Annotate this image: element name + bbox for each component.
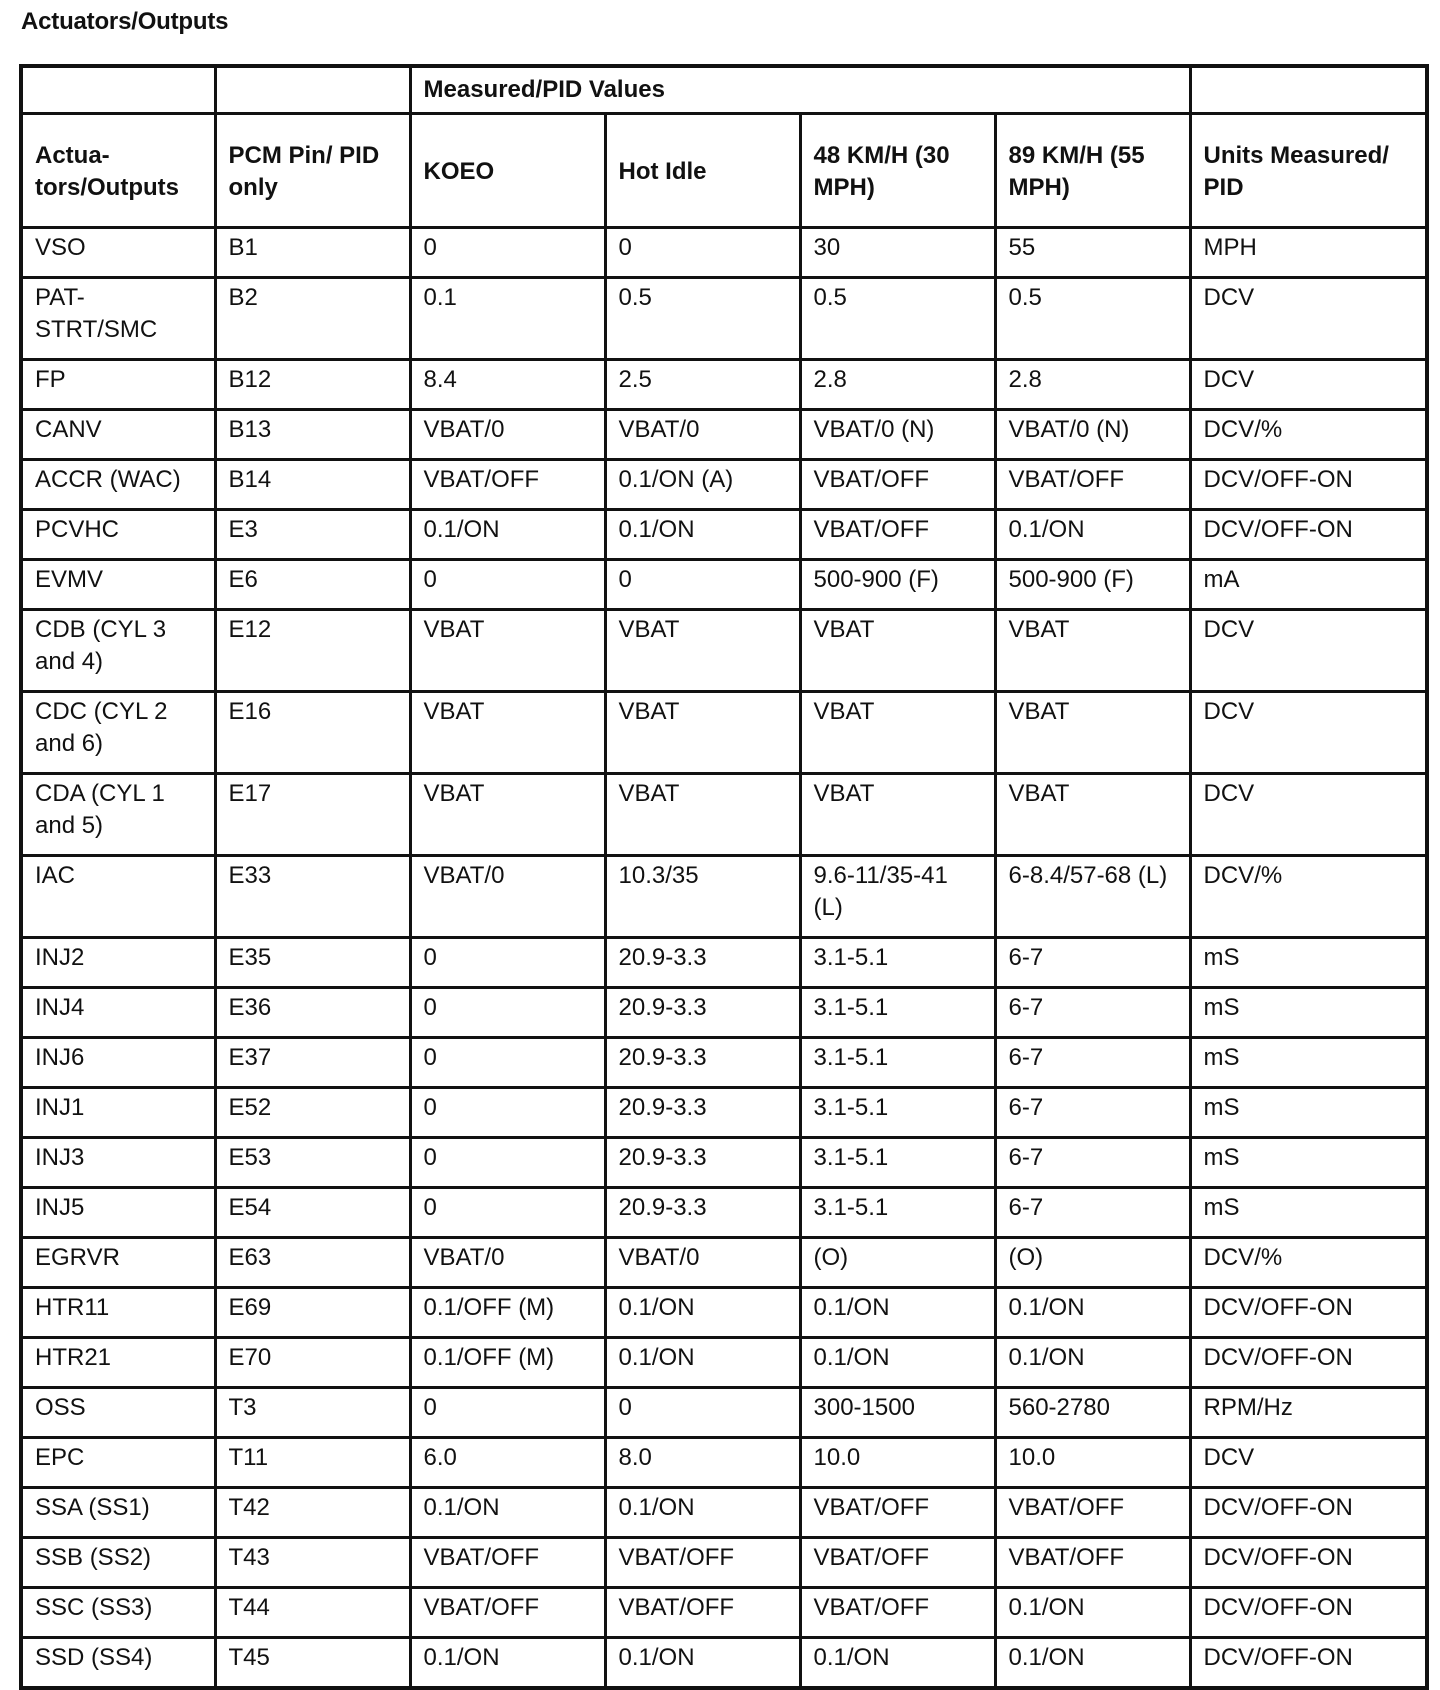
blank-header-cell: [21, 66, 215, 114]
cell-actuator: PAT-STRT/SMC: [21, 278, 215, 360]
cell-koeo: 0: [410, 228, 605, 278]
cell-koeo: 0.1/ON: [410, 1488, 605, 1538]
cell-speed-89kmh: 0.1/ON: [995, 1588, 1190, 1638]
table-body: [21, 228, 1427, 1689]
cell-speed-48kmh: 0.1/ON: [800, 1338, 995, 1388]
cell-units: DCV/OFF-ON: [1190, 1538, 1427, 1588]
cell-units: mS: [1190, 1038, 1427, 1088]
cell-hot-idle: 0.1/ON: [605, 1338, 800, 1388]
cell-actuator: CDA (CYL 1 and 5): [21, 774, 215, 856]
cell-actuator: EGRVR: [21, 1238, 215, 1288]
cell-speed-89kmh: 10.0: [995, 1438, 1190, 1488]
cell-speed-48kmh: VBAT/OFF: [800, 1588, 995, 1638]
cell-units: DCV/%: [1190, 410, 1427, 460]
cell-pcm-pin: E37: [215, 1038, 410, 1088]
cell-koeo: 0.1/ON: [410, 510, 605, 560]
cell-koeo: 6.0: [410, 1438, 605, 1488]
cell-speed-48kmh: 10.0: [800, 1438, 995, 1488]
cell-actuator: SSA (SS1): [21, 1488, 215, 1538]
cell-speed-89kmh: 6-7: [995, 1088, 1190, 1138]
cell-units: DCV: [1190, 360, 1427, 410]
cell-pcm-pin: E70: [215, 1338, 410, 1388]
cell-pcm-pin: T43: [215, 1538, 410, 1588]
cell-hot-idle: 0: [605, 560, 800, 610]
table-row: [21, 1488, 1427, 1538]
cell-speed-48kmh: VBAT: [800, 610, 995, 692]
cell-hot-idle: 0: [605, 1388, 800, 1438]
cell-actuator: CDB (CYL 3 and 4): [21, 610, 215, 692]
cell-actuator: SSD (SS4): [21, 1638, 215, 1689]
cell-speed-48kmh: 0.1/ON: [800, 1638, 995, 1689]
column-header-row: [21, 114, 1427, 228]
cell-pcm-pin: E52: [215, 1088, 410, 1138]
table-row: [21, 856, 1427, 938]
table-row: [21, 410, 1427, 460]
cell-actuator: HTR11: [21, 1288, 215, 1338]
cell-units: mS: [1190, 988, 1427, 1038]
cell-speed-89kmh: VBAT: [995, 774, 1190, 856]
cell-speed-89kmh: 0.1/ON: [995, 1288, 1190, 1338]
cell-pcm-pin: E69: [215, 1288, 410, 1338]
cell-pcm-pin: B1: [215, 228, 410, 278]
cell-koeo: VBAT: [410, 692, 605, 774]
cell-hot-idle: VBAT: [605, 774, 800, 856]
cell-speed-48kmh: VBAT: [800, 692, 995, 774]
cell-actuator: ACCR (WAC): [21, 460, 215, 510]
cell-koeo: 0: [410, 1088, 605, 1138]
cell-actuator: INJ1: [21, 1088, 215, 1138]
cell-actuator: SSB (SS2): [21, 1538, 215, 1588]
cell-speed-48kmh: 3.1-5.1: [800, 1138, 995, 1188]
cell-units: DCV/OFF-ON: [1190, 1488, 1427, 1538]
cell-units: DCV/%: [1190, 1238, 1427, 1288]
cell-speed-89kmh: 500-900 (F): [995, 560, 1190, 610]
cell-units: DCV/OFF-ON: [1190, 1638, 1427, 1689]
cell-actuator: INJ6: [21, 1038, 215, 1088]
cell-koeo: 0: [410, 938, 605, 988]
cell-speed-89kmh: VBAT: [995, 692, 1190, 774]
cell-units: mA: [1190, 560, 1427, 610]
table-row: [21, 1038, 1427, 1088]
cell-pcm-pin: B12: [215, 360, 410, 410]
actuators-outputs-table: [19, 64, 1429, 1690]
cell-pcm-pin: E3: [215, 510, 410, 560]
cell-pcm-pin: T42: [215, 1488, 410, 1538]
cell-speed-48kmh: 300-1500: [800, 1388, 995, 1438]
group-header-row: [21, 66, 1427, 114]
table-row: [21, 228, 1427, 278]
cell-koeo: 0.1/OFF (M): [410, 1288, 605, 1338]
column-header-actuators: Actua-tors/Outputs: [21, 114, 215, 228]
cell-speed-48kmh: 3.1-5.1: [800, 938, 995, 988]
cell-speed-89kmh: 6-7: [995, 1188, 1190, 1238]
table-row: [21, 510, 1427, 560]
table-row: [21, 610, 1427, 692]
cell-speed-89kmh: 0.1/ON: [995, 1338, 1190, 1388]
cell-speed-48kmh: 30: [800, 228, 995, 278]
cell-hot-idle: 0.1/ON (A): [605, 460, 800, 510]
measured-pid-values-header: Measured/PID Values: [410, 66, 1190, 114]
cell-pcm-pin: E54: [215, 1188, 410, 1238]
cell-speed-89kmh: 560-2780: [995, 1388, 1190, 1438]
cell-speed-89kmh: VBAT/0 (N): [995, 410, 1190, 460]
cell-speed-48kmh: 500-900 (F): [800, 560, 995, 610]
cell-units: DCV: [1190, 278, 1427, 360]
cell-koeo: 0: [410, 988, 605, 1038]
table-row: [21, 692, 1427, 774]
cell-speed-89kmh: 6-7: [995, 1138, 1190, 1188]
cell-hot-idle: 20.9-3.3: [605, 1188, 800, 1238]
cell-pcm-pin: E63: [215, 1238, 410, 1288]
cell-speed-89kmh: VBAT/OFF: [995, 460, 1190, 510]
cell-speed-89kmh: VBAT: [995, 610, 1190, 692]
cell-actuator: CDC (CYL 2 and 6): [21, 692, 215, 774]
column-header-89kmh: 89 KM/H (55 MPH): [995, 114, 1190, 228]
cell-units: mS: [1190, 1188, 1427, 1238]
cell-hot-idle: VBAT: [605, 692, 800, 774]
cell-koeo: 0.1/ON: [410, 1638, 605, 1689]
cell-hot-idle: 20.9-3.3: [605, 938, 800, 988]
cell-hot-idle: 0.1/ON: [605, 1288, 800, 1338]
cell-pcm-pin: E12: [215, 610, 410, 692]
cell-actuator: FP: [21, 360, 215, 410]
cell-speed-48kmh: 2.8: [800, 360, 995, 410]
cell-pcm-pin: E33: [215, 856, 410, 938]
cell-speed-48kmh: VBAT/0 (N): [800, 410, 995, 460]
cell-actuator: INJ3: [21, 1138, 215, 1188]
cell-units: DCV: [1190, 610, 1427, 692]
table-row: [21, 774, 1427, 856]
column-header-48kmh: 48 KM/H (30 MPH): [800, 114, 995, 228]
cell-speed-48kmh: 3.1-5.1: [800, 1188, 995, 1238]
cell-koeo: 0: [410, 1038, 605, 1088]
cell-actuator: HTR21: [21, 1338, 215, 1388]
table-row: [21, 938, 1427, 988]
cell-units: DCV/OFF-ON: [1190, 1288, 1427, 1338]
cell-speed-89kmh: 6-7: [995, 1038, 1190, 1088]
table-row: [21, 1538, 1427, 1588]
cell-units: MPH: [1190, 228, 1427, 278]
cell-speed-48kmh: 9.6-11/35-41 (L): [800, 856, 995, 938]
cell-actuator: OSS: [21, 1388, 215, 1438]
cell-koeo: VBAT/0: [410, 410, 605, 460]
cell-speed-48kmh: VBAT: [800, 774, 995, 856]
cell-koeo: 0: [410, 560, 605, 610]
table-row: [21, 1138, 1427, 1188]
cell-units: DCV: [1190, 1438, 1427, 1488]
cell-hot-idle: 20.9-3.3: [605, 988, 800, 1038]
cell-units: DCV: [1190, 774, 1427, 856]
table-row: [21, 1438, 1427, 1488]
cell-hot-idle: VBAT/OFF: [605, 1538, 800, 1588]
cell-hot-idle: 0.1/ON: [605, 1488, 800, 1538]
cell-actuator: PCVHC: [21, 510, 215, 560]
table-row: [21, 1288, 1427, 1338]
blank-header-cell: [1190, 66, 1427, 114]
cell-units: RPM/Hz: [1190, 1388, 1427, 1438]
column-header-hot-idle: Hot Idle: [605, 114, 800, 228]
cell-pcm-pin: B14: [215, 460, 410, 510]
page-title: Actuators/Outputs: [21, 8, 229, 35]
cell-speed-89kmh: 6-7: [995, 988, 1190, 1038]
cell-hot-idle: VBAT/0: [605, 1238, 800, 1288]
cell-actuator: VSO: [21, 228, 215, 278]
cell-speed-89kmh: VBAT/OFF: [995, 1488, 1190, 1538]
cell-units: mS: [1190, 1088, 1427, 1138]
cell-actuator: INJ4: [21, 988, 215, 1038]
table-row: [21, 460, 1427, 510]
column-header-pcm-pin: PCM Pin/ PID only: [215, 114, 410, 228]
cell-pcm-pin: B13: [215, 410, 410, 460]
cell-pcm-pin: E36: [215, 988, 410, 1038]
table-row: [21, 1588, 1427, 1638]
cell-actuator: INJ5: [21, 1188, 215, 1238]
cell-pcm-pin: B2: [215, 278, 410, 360]
table-row: [21, 988, 1427, 1038]
cell-hot-idle: 20.9-3.3: [605, 1088, 800, 1138]
cell-hot-idle: 0.5: [605, 278, 800, 360]
cell-koeo: 0: [410, 1138, 605, 1188]
cell-speed-48kmh: 0.5: [800, 278, 995, 360]
cell-hot-idle: 0.1/ON: [605, 510, 800, 560]
cell-speed-89kmh: 0.1/ON: [995, 1638, 1190, 1689]
table-row: [21, 1188, 1427, 1238]
cell-pcm-pin: E16: [215, 692, 410, 774]
cell-pcm-pin: E53: [215, 1138, 410, 1188]
cell-hot-idle: 20.9-3.3: [605, 1138, 800, 1188]
table-row: [21, 1638, 1427, 1689]
cell-pcm-pin: T3: [215, 1388, 410, 1438]
cell-hot-idle: 8.0: [605, 1438, 800, 1488]
table-row: [21, 1238, 1427, 1288]
column-header-koeo: KOEO: [410, 114, 605, 228]
table-row: [21, 1338, 1427, 1388]
cell-actuator: CANV: [21, 410, 215, 460]
cell-koeo: 0: [410, 1388, 605, 1438]
cell-actuator: INJ2: [21, 938, 215, 988]
cell-pcm-pin: E6: [215, 560, 410, 610]
cell-koeo: VBAT: [410, 774, 605, 856]
cell-actuator: SSC (SS3): [21, 1588, 215, 1638]
cell-koeo: VBAT/OFF: [410, 1588, 605, 1638]
cell-speed-48kmh: VBAT/OFF: [800, 510, 995, 560]
cell-pcm-pin: E17: [215, 774, 410, 856]
table-row: [21, 1388, 1427, 1438]
cell-koeo: VBAT/0: [410, 856, 605, 938]
cell-speed-48kmh: (O): [800, 1238, 995, 1288]
cell-units: mS: [1190, 1138, 1427, 1188]
cell-actuator: IAC: [21, 856, 215, 938]
cell-speed-89kmh: 2.8: [995, 360, 1190, 410]
cell-actuator: EVMV: [21, 560, 215, 610]
cell-speed-89kmh: 0.5: [995, 278, 1190, 360]
cell-units: DCV/OFF-ON: [1190, 1588, 1427, 1638]
cell-hot-idle: 10.3/35: [605, 856, 800, 938]
cell-hot-idle: 0.1/ON: [605, 1638, 800, 1689]
cell-speed-89kmh: 0.1/ON: [995, 510, 1190, 560]
cell-speed-89kmh: VBAT/OFF: [995, 1538, 1190, 1588]
cell-koeo: 0.1: [410, 278, 605, 360]
blank-header-cell: [215, 66, 410, 114]
cell-koeo: VBAT/OFF: [410, 1538, 605, 1588]
cell-hot-idle: 2.5: [605, 360, 800, 410]
cell-speed-48kmh: VBAT/OFF: [800, 1538, 995, 1588]
cell-actuator: EPC: [21, 1438, 215, 1488]
cell-koeo: VBAT: [410, 610, 605, 692]
cell-koeo: VBAT/0: [410, 1238, 605, 1288]
cell-hot-idle: VBAT/0: [605, 410, 800, 460]
cell-units: DCV: [1190, 692, 1427, 774]
cell-pcm-pin: E35: [215, 938, 410, 988]
cell-pcm-pin: T11: [215, 1438, 410, 1488]
cell-speed-48kmh: 3.1-5.1: [800, 1088, 995, 1138]
cell-pcm-pin: T45: [215, 1638, 410, 1689]
cell-speed-48kmh: 0.1/ON: [800, 1288, 995, 1338]
cell-hot-idle: 20.9-3.3: [605, 1038, 800, 1088]
cell-speed-48kmh: VBAT/OFF: [800, 460, 995, 510]
cell-koeo: VBAT/OFF: [410, 460, 605, 510]
cell-speed-89kmh: 55: [995, 228, 1190, 278]
table-row: [21, 278, 1427, 360]
cell-koeo: 0.1/OFF (M): [410, 1338, 605, 1388]
cell-speed-48kmh: 3.1-5.1: [800, 1038, 995, 1088]
table-row: [21, 560, 1427, 610]
cell-pcm-pin: T44: [215, 1588, 410, 1638]
cell-units: DCV/OFF-ON: [1190, 1338, 1427, 1388]
cell-units: DCV/OFF-ON: [1190, 460, 1427, 510]
table-row: [21, 1088, 1427, 1138]
cell-hot-idle: VBAT: [605, 610, 800, 692]
cell-speed-89kmh: 6-7: [995, 938, 1190, 988]
cell-units: DCV/%: [1190, 856, 1427, 938]
column-header-units: Units Measured/ PID: [1190, 114, 1427, 228]
cell-hot-idle: VBAT/OFF: [605, 1588, 800, 1638]
cell-koeo: 0: [410, 1188, 605, 1238]
cell-hot-idle: 0: [605, 228, 800, 278]
cell-speed-89kmh: (O): [995, 1238, 1190, 1288]
cell-koeo: 8.4: [410, 360, 605, 410]
cell-speed-89kmh: 6-8.4/57-68 (L): [995, 856, 1190, 938]
cell-speed-48kmh: VBAT/OFF: [800, 1488, 995, 1538]
cell-units: DCV/OFF-ON: [1190, 510, 1427, 560]
cell-speed-48kmh: 3.1-5.1: [800, 988, 995, 1038]
table-row: [21, 360, 1427, 410]
cell-units: mS: [1190, 938, 1427, 988]
